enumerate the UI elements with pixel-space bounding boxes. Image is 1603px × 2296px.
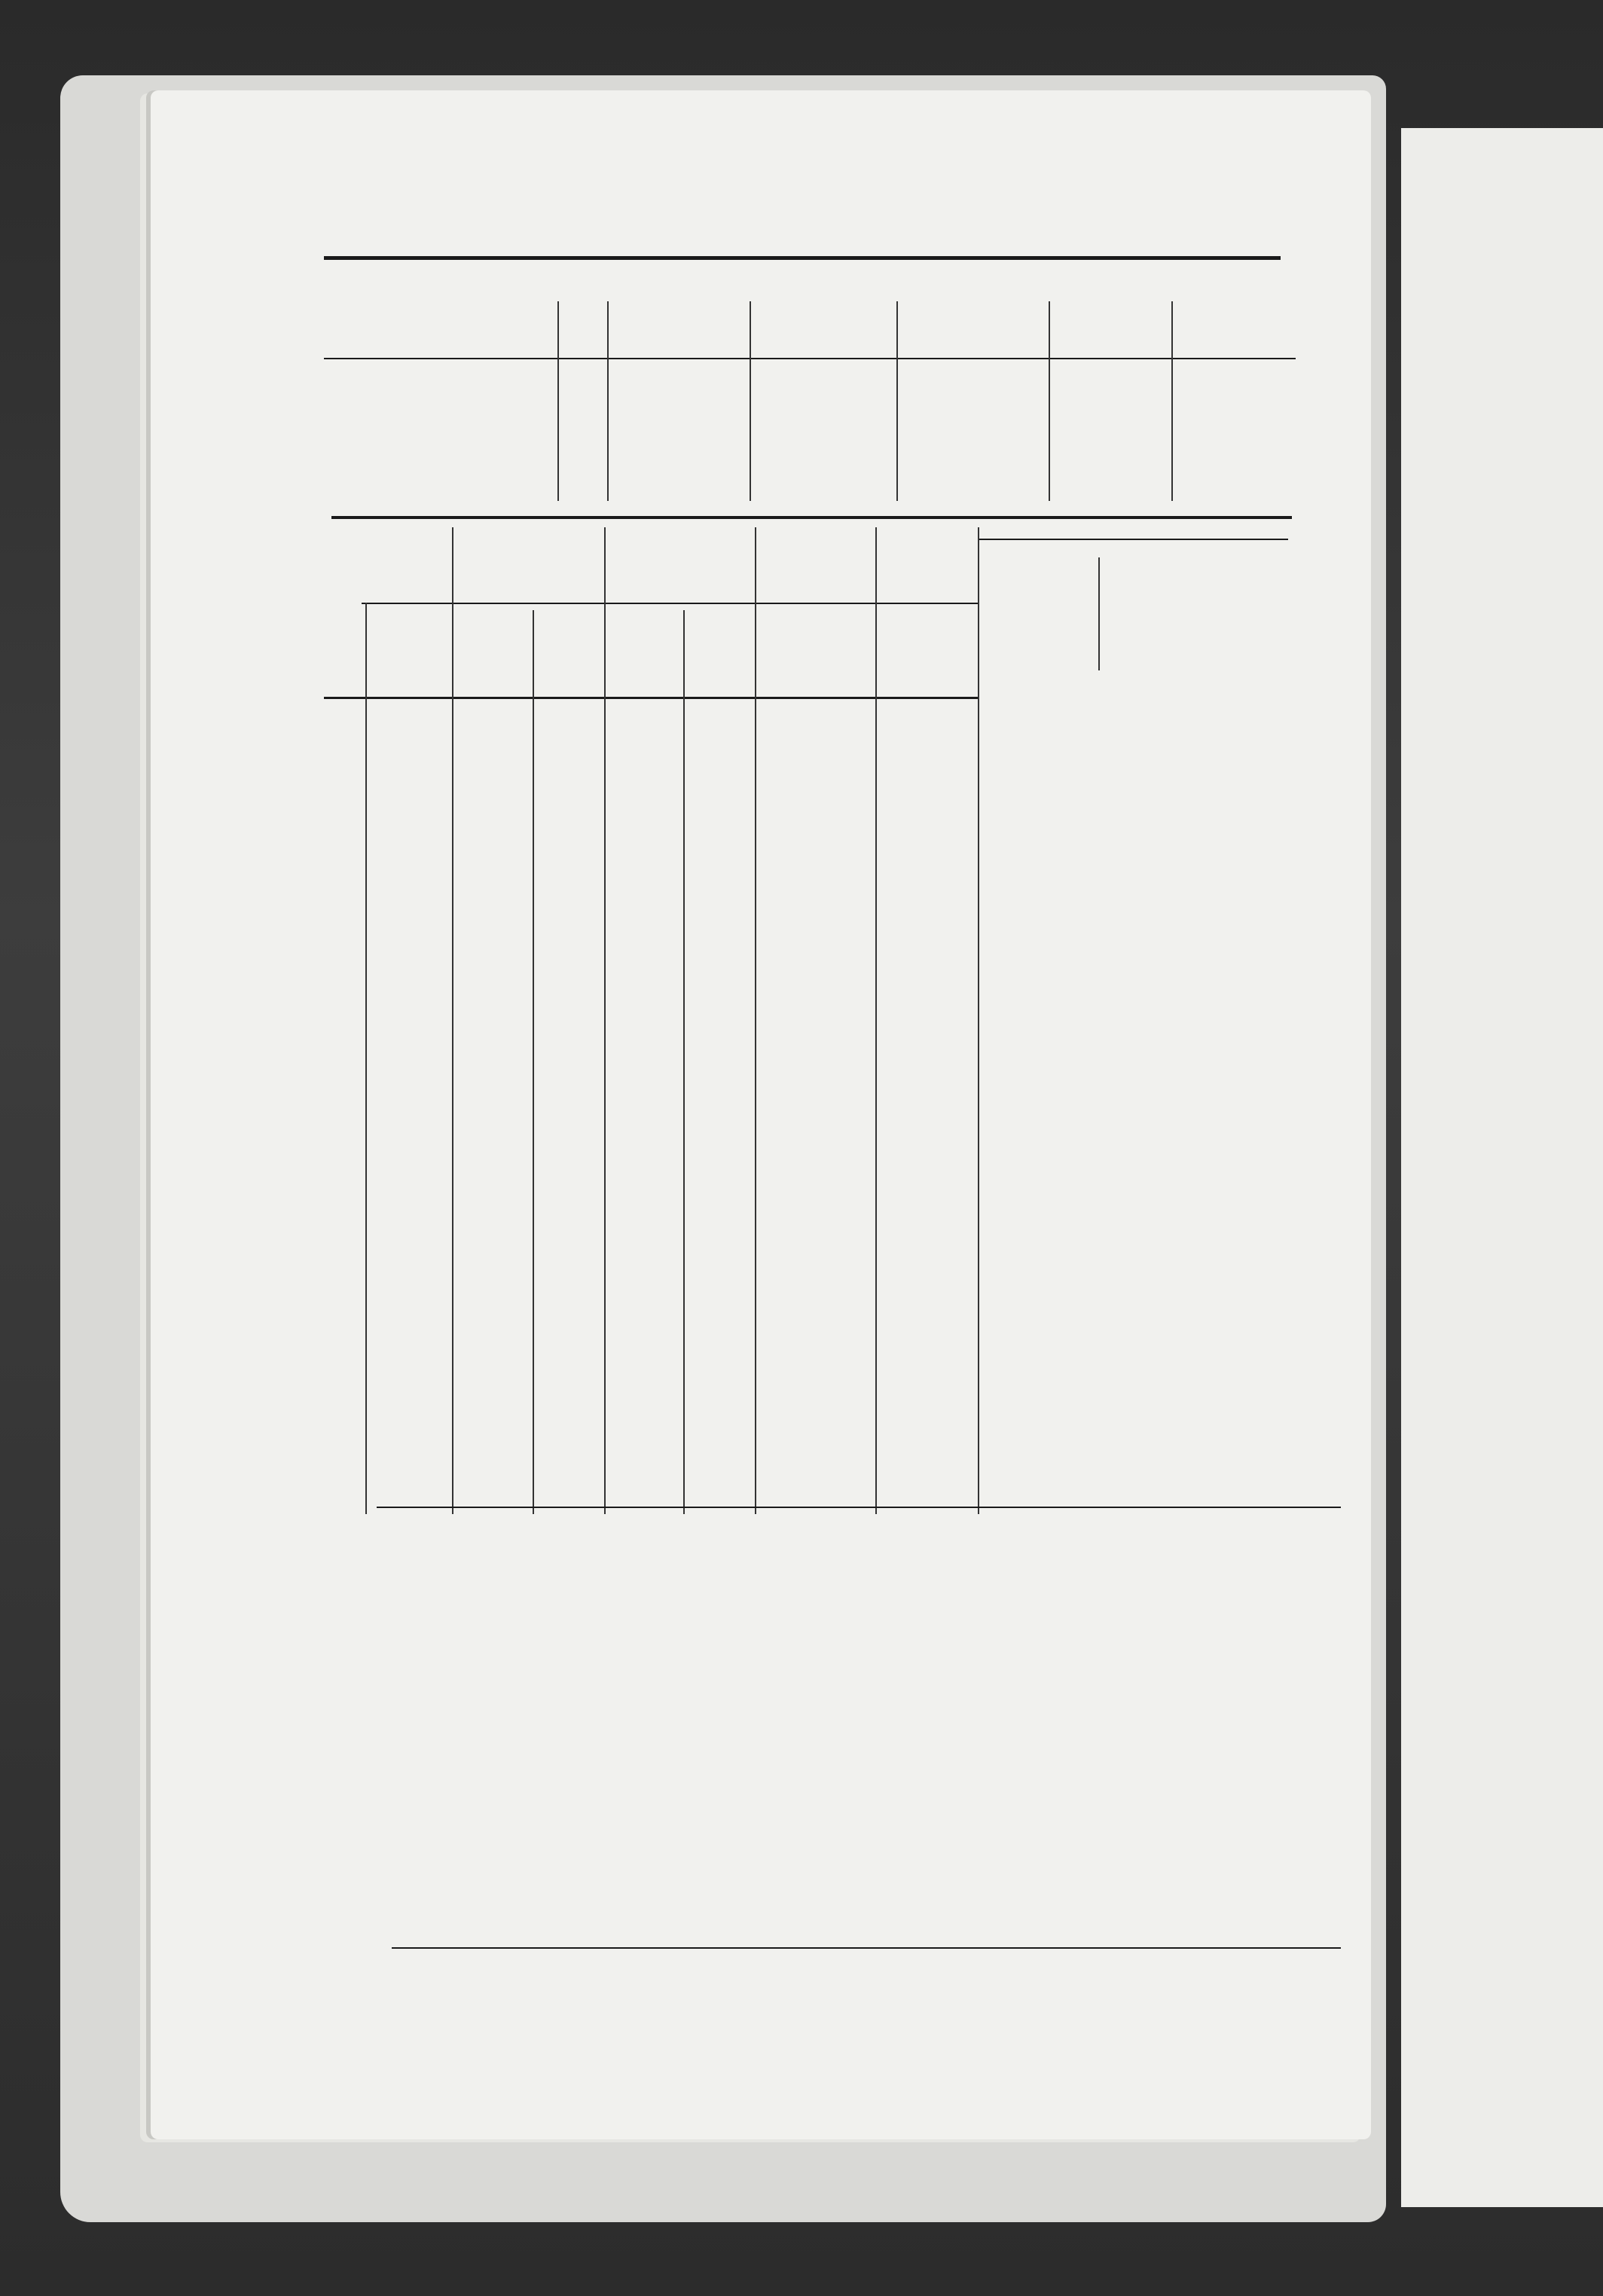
divider bbox=[875, 527, 877, 1514]
facing-page bbox=[1401, 128, 1603, 2207]
divider bbox=[1171, 301, 1173, 501]
meridian-rule bbox=[979, 539, 1288, 540]
subheader-rule bbox=[362, 603, 979, 604]
divider bbox=[607, 301, 609, 501]
header-rule bbox=[324, 256, 1281, 260]
divider bbox=[683, 610, 685, 1514]
divider bbox=[1049, 301, 1050, 501]
divider bbox=[452, 527, 453, 1514]
meridian-divider bbox=[1098, 557, 1100, 670]
footer-rule bbox=[392, 1947, 1341, 1949]
moon-bottom-rule bbox=[331, 516, 1292, 519]
almanac-page bbox=[151, 90, 1371, 2139]
divider bbox=[365, 603, 367, 1514]
divider bbox=[557, 301, 559, 501]
moon-header-rule bbox=[324, 358, 1296, 359]
divider bbox=[533, 610, 534, 1514]
divider bbox=[750, 301, 751, 501]
divider bbox=[604, 527, 606, 1514]
divider bbox=[755, 527, 756, 1514]
table-header-rule bbox=[324, 697, 979, 699]
divider bbox=[896, 301, 898, 501]
table-bottom-rule bbox=[377, 1507, 1341, 1508]
divider bbox=[978, 527, 979, 1514]
